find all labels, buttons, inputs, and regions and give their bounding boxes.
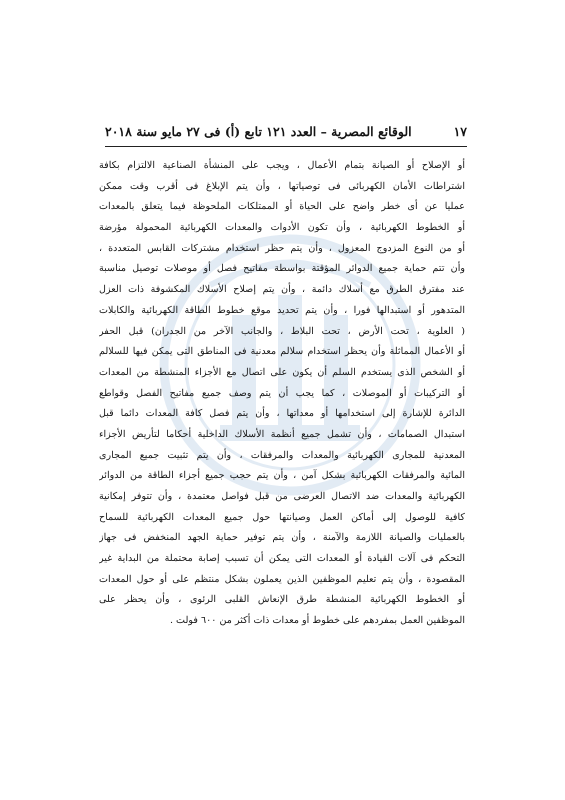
text-line: بالعمليات والصيانة اللازمة والآمنة ، وأن يتم توفير حماية الجهد المنخفض فى جهاز	[99, 532, 465, 544]
header-divider	[105, 146, 467, 147]
text-line: التحكم فى آلات القيادة أو المعدات التى يمكن أن تسبب إصابة محتملة من البداية غير	[99, 553, 465, 565]
text-line: عمليا عن أى خطر واضح على الحياة أو الممتلكات الملحوظة فيما يتعلق بالمعدات	[99, 201, 465, 213]
text-line: أو الإصلاح أو الصيانة بتمام الأعمال ، ويجب على المنشأة الصناعية الالتزام بكافة	[99, 160, 465, 171]
text-line: أو التركيبات أو الموصلات ، كما يجب أن يتم وصف جميع مفاتيح الفصل وقواطع	[99, 387, 465, 399]
text-line: المتدهور أو استبدالها فورا ، وأن يتم تحديد موقع خطوط الطاقة الكهربائية والكابلات	[99, 304, 465, 316]
text-line: وأن تتم حماية جميع الدوائر المؤقتة بواسطة مفاتيح فصل أو موصلات توصيل مناسبة	[99, 263, 465, 275]
text-line: المائية والمرفقات الكهربائية بشكل آمن ، وأن يتم حجب جميع أجزاء الطاقة من الدوائر	[99, 470, 465, 482]
text-line: أو الخطوط الكهربائية ، وأن تكون الأدوات والمعدات الكهربائية المحمولة مؤرضة	[99, 222, 465, 234]
text-line: أو الشخص الذى يستخدم السلم أن يكون على اتصال مع الأجزاء المنشطة من المعدات	[99, 366, 465, 378]
text-line: أو الأعمال المماثلة وأن يحظر استخدام سلالم معدنية فى المناطق التى يمكن فيها للسلالم	[99, 346, 465, 358]
text-line: المعدنية للمجارى الكهربائية والمعدات والمرفقات ، وأن يتم تثبيت جميع المجارى	[99, 449, 465, 461]
text-line: ( العلوية ، تحت الأرض ، تحت البلاط ، والجانب الآخر من الجدران) قبل الحفر	[99, 325, 465, 337]
text-line: أو الخطوط الكهربائية المنشطة طرق الإنعاش القلبى الرئوى ، وأن يحظر على	[99, 594, 465, 606]
text-line: أو من النوع المزدوج المعزول ، وأن يتم حظر استخدام مشتركات القابس المتعددة ،	[99, 242, 465, 254]
text-line: الكهربائية والمعدات ضد الاتصال العرضى من قبل فواصل معتمدة ، وأن تتوفر إمكانية	[99, 491, 465, 502]
text-line: الدائرة للإشارة إلى استخدامها أو معداتها ، وأن يتم فصل كافة المعدات دائما قبل	[99, 408, 465, 420]
text-line: المقصودة ، وأن يتم تعليم الموظفين الذين يعملون بشكل منتظم على أو حول المعدات	[99, 573, 465, 585]
text-line: كافية للوصول إلى أماكن العمل وصيانتها حول جميع المعدات الكهربائية للسماح	[99, 511, 465, 523]
text-line: اشتراطات الأمان الكهربائى فى توصياتها ، وأن يتم الإبلاغ فى أقرب وقت ممكن	[99, 180, 465, 192]
text-line: استبدال الصمامات ، وأن تشمل جميع أنظمة الأسلاك الداخلية أحكاما لتأريض الأجزاء	[99, 428, 465, 440]
body-text	[99, 156, 465, 632]
header-title: الوقائع المصرية – العدد ١٢١ تابع (أ) فى ٢٧ مايو سنة ٢٠١٨	[105, 124, 412, 139]
page-number: ١٧	[453, 124, 467, 139]
text-line: عند مفترق الطرق مع أسلاك دائمة ، وأن يتم إصلاح الأسلاك المكشوفة ذات العزل	[99, 284, 465, 296]
text-line: الموظفين العمل بمفردهم على خطوط أو معدات ذات أكثر من ٦٠٠ فولت .	[169, 615, 465, 627]
page-header	[105, 124, 467, 139]
